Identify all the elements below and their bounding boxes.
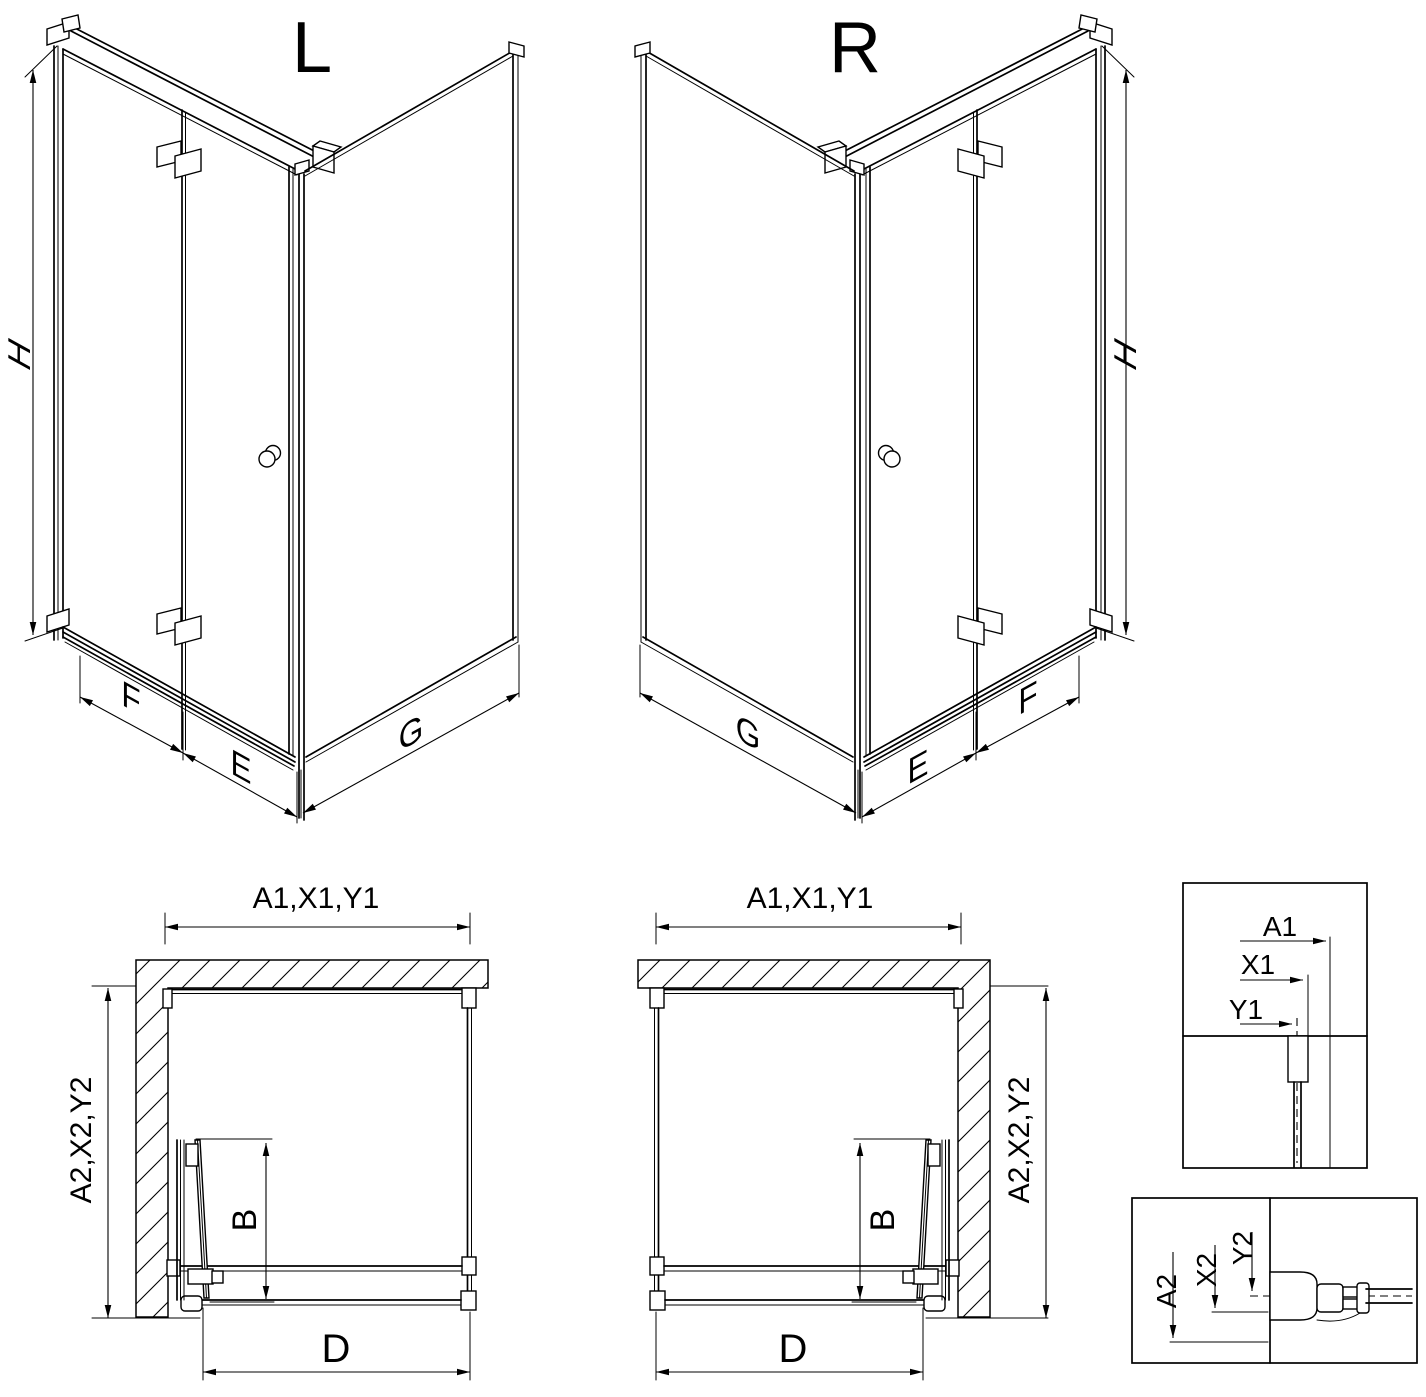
plan-dim-width-right: D	[778, 1327, 808, 1371]
dim-label-height-right: H	[1107, 331, 1143, 377]
wall-bracket-section	[1270, 1272, 1317, 1320]
view-label-right: R	[829, 8, 881, 88]
wall-hatch-left-plan	[136, 960, 488, 1317]
dim-label-door-segment-left: E	[230, 740, 252, 793]
detail-label-a2: A2	[1151, 1273, 1182, 1309]
detail-label-y1: Y1	[1228, 994, 1264, 1025]
detail-label-x2: X2	[1191, 1252, 1222, 1288]
dim-label-side-panel-left: G	[398, 705, 424, 760]
plan-view-left	[65, 882, 488, 1380]
iso-view-left	[1, 8, 524, 823]
plan-dim-side-right: A2,X2,Y2	[1003, 1076, 1036, 1204]
plan-dim-side-left: A2,X2,Y2	[65, 1076, 98, 1204]
detail-label-a1: A1	[1262, 911, 1298, 942]
detail-label-x1: X1	[1240, 949, 1276, 980]
dim-label-front-panel-left: F	[121, 671, 141, 724]
plan-dim-door-depth-left: B	[226, 1208, 264, 1232]
plan-dim-width-left: D	[321, 1327, 351, 1371]
dim-label-front-panel-right: F	[1018, 671, 1038, 724]
dim-label-side-panel-right: G	[735, 705, 761, 760]
detail-label-y2: Y2	[1227, 1230, 1258, 1266]
wall-profile-section	[1288, 1036, 1308, 1082]
detail-box-a1-x1-y1	[1183, 883, 1367, 1168]
plan-view-right	[638, 882, 1048, 1380]
wall-hatch-right-plan	[638, 960, 990, 1317]
plan-dim-top-left: A1,X1,Y1	[252, 882, 380, 915]
detail-box-a2-x2-y2	[1132, 1198, 1417, 1363]
iso-view-right	[635, 8, 1143, 823]
dim-label-height-left: H	[1, 331, 37, 377]
view-label-left: L	[291, 8, 333, 88]
plan-dim-door-depth-right: B	[864, 1208, 902, 1232]
dim-label-door-segment-right: E	[907, 740, 929, 793]
plan-dim-top-right: A1,X1,Y1	[746, 882, 874, 915]
